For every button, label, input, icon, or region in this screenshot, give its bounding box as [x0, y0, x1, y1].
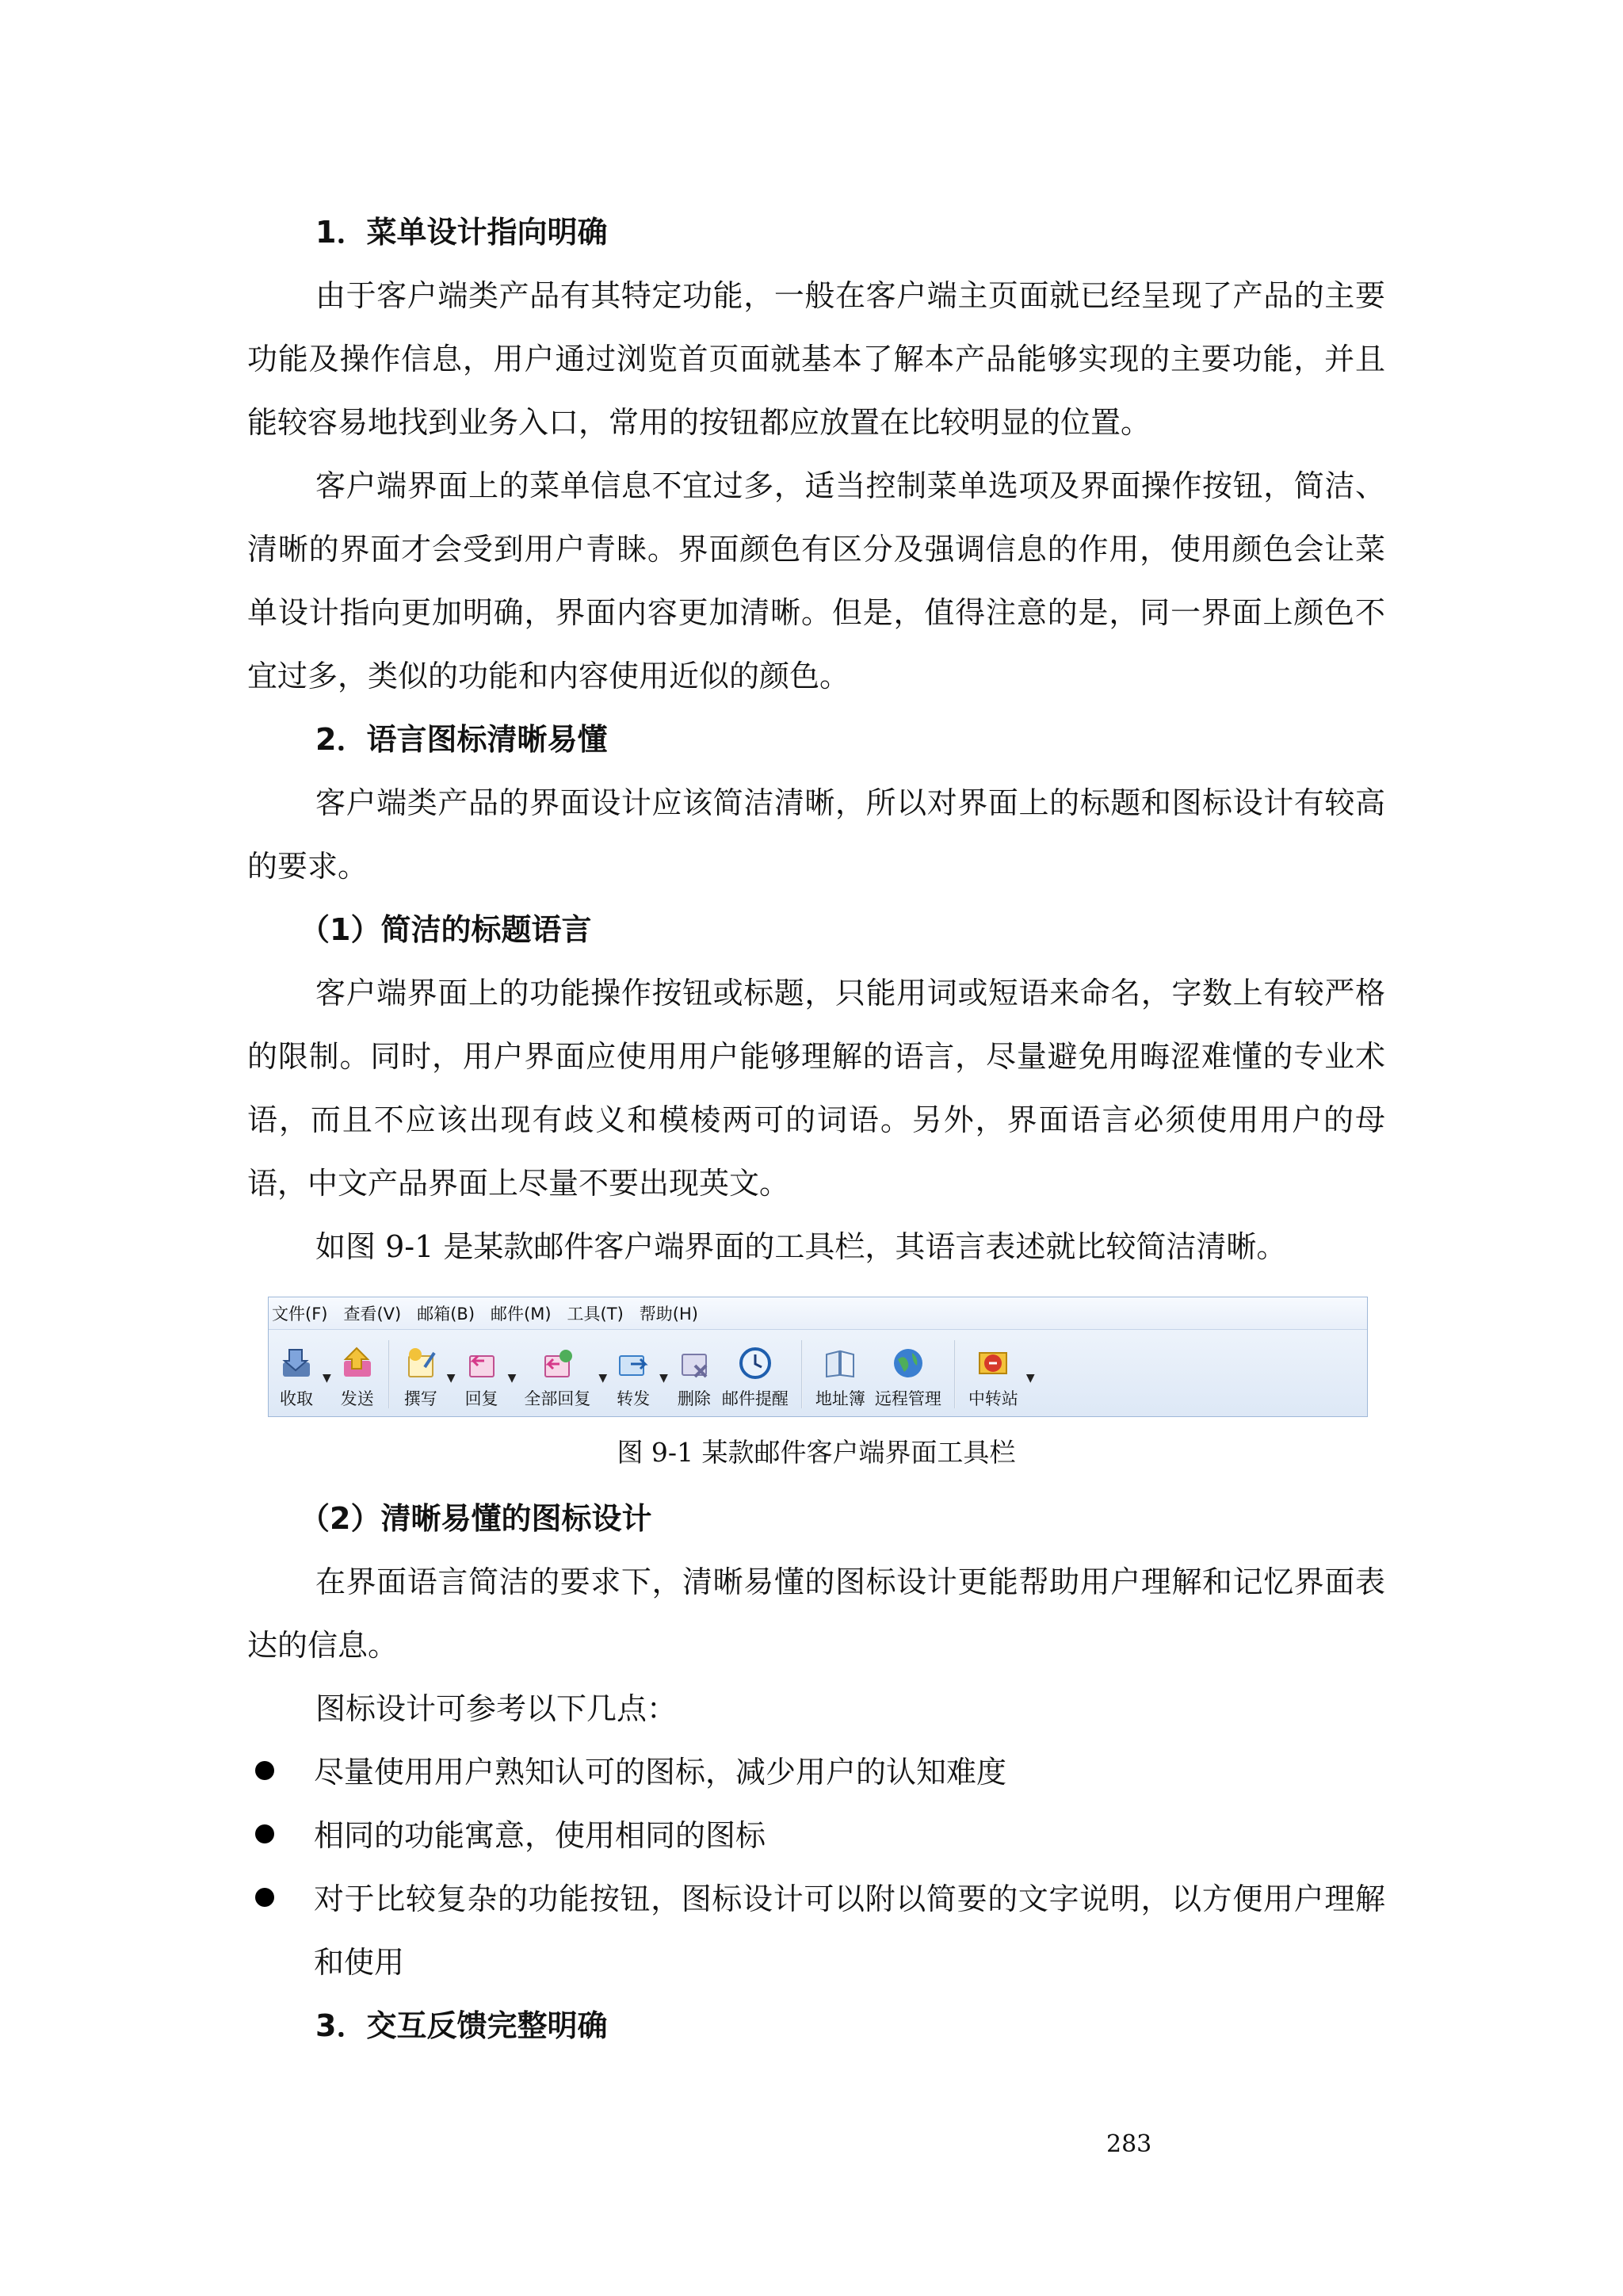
send-icon — [339, 1345, 376, 1381]
subheading-icon-design: （2）清晰易懂的图标设计 — [300, 1501, 652, 1536]
receive-button[interactable]: 收取 — [273, 1339, 319, 1417]
send-button[interactable]: 发送 — [334, 1339, 380, 1417]
reply-button[interactable]: 回复 — [459, 1339, 505, 1417]
menu-view[interactable]: 查看(V) — [343, 1305, 402, 1324]
paragraph-5: 如图 9-1 是某款邮件客户端界面的工具栏，其语言表述就比较简洁清晰。 — [315, 1229, 1287, 1264]
globe-icon — [890, 1345, 926, 1381]
heading-menu-design: 1．菜单设计指向明确 — [315, 215, 608, 250]
reply-dropdown-arrow[interactable]: ▼ — [507, 1371, 517, 1385]
subheading-concise-title: （1）简洁的标题语言 — [300, 912, 592, 947]
bullet-dot — [255, 1888, 274, 1907]
delete-icon — [676, 1345, 712, 1381]
reply-icon — [464, 1345, 500, 1381]
receive-icon — [278, 1345, 315, 1381]
mail-reminder-button[interactable]: 邮件提醒 — [717, 1339, 793, 1417]
menu-tools[interactable]: 工具(T) — [567, 1305, 624, 1324]
toolbar-separator — [801, 1340, 803, 1408]
forward-icon — [615, 1345, 651, 1381]
address-book-icon — [822, 1345, 858, 1381]
compose-icon — [403, 1345, 439, 1381]
paragraph-3: 客户端类产品的界面设计应该简洁清晰，所以对界面上的标题和图标设计有较高的要求。 — [247, 785, 1385, 884]
menu-mailbox[interactable]: 邮箱(B) — [417, 1305, 475, 1324]
clock-icon — [737, 1345, 773, 1381]
heading-language-icons: 2．语言图标清晰易懂 — [315, 722, 608, 757]
bullet-item: 相同的功能寓意，使用相同的图标 — [314, 1804, 1385, 1867]
reply-all-icon — [539, 1345, 575, 1381]
bullet-dot — [255, 1761, 274, 1780]
mail-client-toolbar-figure — [268, 1297, 1368, 1417]
page-number: 283 — [1106, 2130, 1152, 2158]
paragraph-1: 由于客户端类产品有其特定功能，一般在客户端主页面就已经呈现了产品的主要功能及操作信息，用户通过浏览首页面就基本了解本产品能够实现的主要功能，并且能较容易地找到业务入口，常用的按钮都应放置在比较明显的位置。 — [247, 278, 1385, 440]
paragraph-2: 客户端界面上的菜单信息不宜过多，适当控制菜单选项及界面操作按钮，简洁、清晰的界面才会受到用户青睐。界面颜色有区分及强调信息的作用，使用颜色会让菜单设计指向更加明确，界面内容更加清晰。但是，值得注意的是，同一界面上颜色不宜过多，类似的功能和内容使用近似的颜色。 — [247, 468, 1385, 693]
menu-mail[interactable]: 邮件(M) — [491, 1305, 552, 1324]
remote-management-button[interactable]: 远程管理 — [870, 1339, 946, 1417]
menu-file[interactable]: 文件(F) — [272, 1305, 328, 1324]
bullet-item: 对于比较复杂的功能按钮，图标设计可以附以简要的文字说明，以方便用户理解和使用 — [314, 1867, 1385, 1994]
forward-button[interactable]: 转发 — [610, 1339, 656, 1417]
transfer-dropdown-arrow[interactable]: ▼ — [1025, 1371, 1035, 1385]
bullet-item: 尽量使用用户熟知认可的图标，减少用户的认知难度 — [314, 1740, 1385, 1804]
toolbar-buttons-row — [269, 1330, 1367, 1417]
toolbar-separator — [388, 1340, 390, 1408]
bullet-dot — [255, 1824, 274, 1843]
figure-caption: 图 9-1 某款邮件客户端界面工具栏 — [617, 1437, 1016, 1468]
toolbar-separator — [954, 1340, 956, 1408]
menu-bar — [269, 1297, 1367, 1330]
address-book-button[interactable]: 地址簿 — [811, 1339, 870, 1417]
heading-interaction-feedback: 3．交互反馈完整明确 — [315, 2008, 608, 2043]
compose-button[interactable]: 撰写 — [398, 1339, 444, 1417]
reply-all-button[interactable]: 全部回复 — [519, 1339, 595, 1417]
forward-dropdown-arrow[interactable]: ▼ — [659, 1371, 668, 1385]
paragraph-4: 客户端界面上的功能操作按钮或标题，只能用词或短语来命名，字数上有较严格的限制。同时，用户界面应使用用户能够理解的语言，尽量避免用晦涩难懂的专业术语，而且不应该出现有歧义和模棱两可的词语。另外，界面语言必须使用用户的母语，中文产品界面上尽量不要出现英文。 — [247, 976, 1385, 1201]
transfer-station-button[interactable]: 中转站 — [964, 1339, 1023, 1417]
delete-button[interactable]: 删除 — [671, 1339, 717, 1417]
reply-all-dropdown-arrow[interactable]: ▼ — [598, 1371, 608, 1385]
receive-dropdown-arrow[interactable]: ▼ — [323, 1371, 331, 1385]
compose-dropdown-arrow[interactable]: ▼ — [446, 1371, 456, 1385]
menu-help[interactable]: 帮助(H) — [639, 1305, 698, 1324]
paragraph-6: 在界面语言简洁的要求下，清晰易懂的图标设计更能帮助用户理解和记忆界面表达的信息。 — [247, 1564, 1385, 1663]
paragraph-7: 图标设计可参考以下几点： — [315, 1691, 678, 1726]
transfer-icon — [975, 1345, 1011, 1381]
